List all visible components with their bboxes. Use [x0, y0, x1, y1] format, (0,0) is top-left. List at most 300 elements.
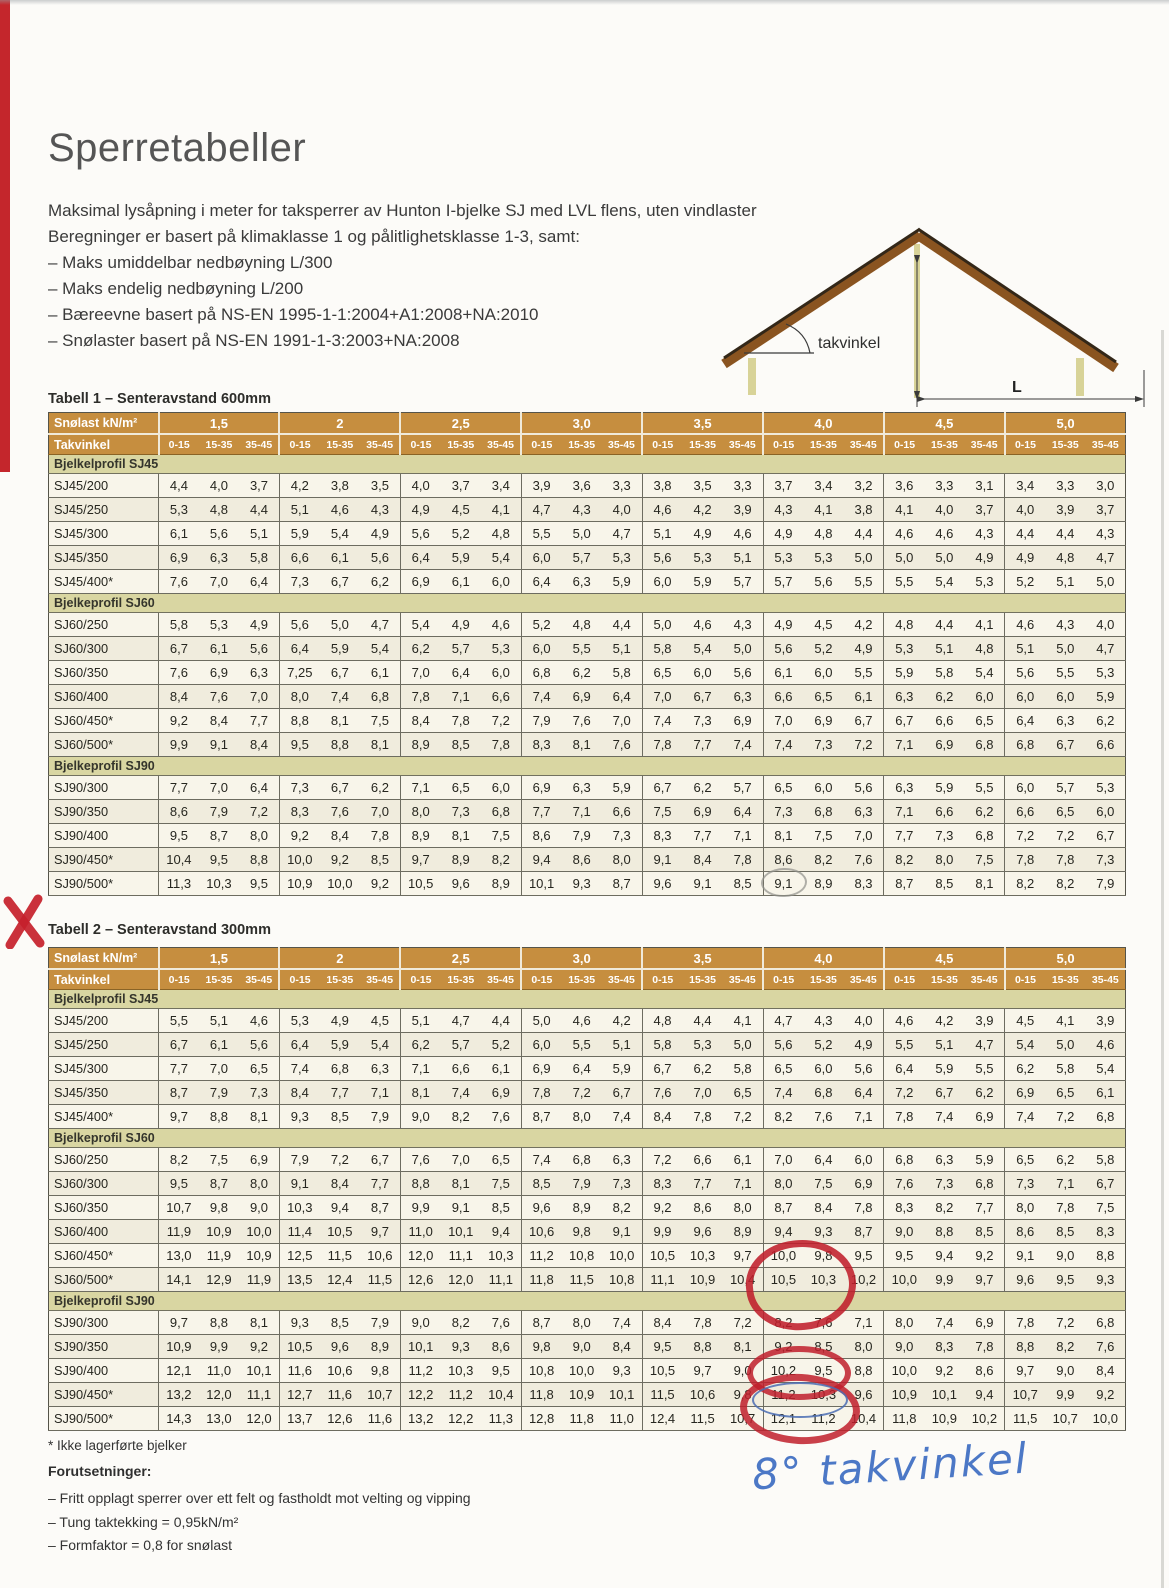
value-cell: 8,4 — [320, 1172, 360, 1196]
beam-name-cell: SJ60/500* — [49, 1268, 159, 1292]
value-cell: 11,5 — [562, 1268, 602, 1292]
value-cell: 8,4 — [159, 685, 199, 709]
table-row — [49, 1383, 1126, 1407]
value-cell: 8,3 — [642, 824, 682, 848]
value-cell: 7,3 — [279, 570, 319, 594]
value-cell: 7,3 — [602, 1172, 642, 1196]
value-cell: 11,8 — [521, 1383, 561, 1407]
value-cell: 8,3 — [642, 1172, 682, 1196]
section-header-cell: Bjelkeprofil SJ90 — [49, 1292, 1126, 1311]
value-cell: 11,2 — [521, 1244, 561, 1268]
value-cell: 8,8 — [682, 1335, 722, 1359]
value-cell: 4,3 — [360, 498, 400, 522]
value-cell: 8,0 — [239, 824, 279, 848]
value-cell: 12,4 — [320, 1268, 360, 1292]
value-cell: 10,5 — [763, 1268, 803, 1292]
value-cell: 7,7 — [320, 1081, 360, 1105]
value-cell: 9,9 — [642, 1220, 682, 1244]
value-cell: 9,8 — [803, 1244, 843, 1268]
snow-load-value-cell: 2 — [279, 413, 400, 435]
value-cell: 4,2 — [924, 1009, 964, 1033]
value-cell: 7,0 — [642, 685, 682, 709]
value-cell: 9,5 — [803, 1359, 843, 1383]
value-cell: 11,5 — [682, 1407, 722, 1431]
beam-name-cell: SJ90/350 — [49, 1335, 159, 1359]
value-cell: 8,7 — [199, 1172, 239, 1196]
value-cell: 7,5 — [965, 848, 1005, 872]
value-cell: 7,1 — [400, 776, 440, 800]
value-cell: 4,4 — [602, 613, 642, 637]
value-cell: 5,9 — [924, 1057, 964, 1081]
angle-range-cell: 15-35 — [441, 969, 481, 990]
value-cell: 10,7 — [360, 1383, 400, 1407]
value-cell: 5,0 — [642, 613, 682, 637]
value-cell: 5,5 — [844, 661, 884, 685]
value-cell: 11,1 — [642, 1268, 682, 1292]
value-cell: 6,4 — [279, 637, 319, 661]
value-cell: 9,1 — [763, 872, 803, 896]
value-cell: 10,7 — [723, 1407, 763, 1431]
value-cell: 4,6 — [884, 522, 924, 546]
value-cell: 7,8 — [360, 824, 400, 848]
value-cell: 4,0 — [602, 498, 642, 522]
value-cell: 6,2 — [562, 661, 602, 685]
value-cell: 6,3 — [884, 685, 924, 709]
table1-container — [48, 412, 1126, 896]
snow-load-value-cell: 1,5 — [159, 948, 280, 970]
value-cell: 11,2 — [441, 1383, 481, 1407]
value-cell: 6,5 — [803, 685, 843, 709]
value-cell: 8,1 — [441, 824, 481, 848]
angle-range-cell: 35-45 — [481, 969, 521, 990]
value-cell: 6,6 — [763, 685, 803, 709]
value-cell: 10,7 — [1045, 1407, 1085, 1431]
value-cell: 4,4 — [682, 1009, 722, 1033]
table-row — [49, 498, 1126, 522]
value-cell: 10,4 — [844, 1407, 884, 1431]
page-title: Sperretabeller — [48, 126, 307, 170]
value-cell: 6,7 — [320, 570, 360, 594]
table-row — [49, 1311, 1126, 1335]
value-cell: 13,2 — [159, 1383, 199, 1407]
angle-range-cell: 0-15 — [763, 969, 803, 990]
sperre-table-1 — [48, 412, 1126, 896]
value-cell: 3,4 — [1005, 474, 1045, 498]
value-cell: 8,9 — [400, 824, 440, 848]
value-cell: 8,4 — [602, 1335, 642, 1359]
section-header-row — [49, 594, 1126, 613]
value-cell: 6,6 — [682, 1148, 722, 1172]
value-cell: 8,7 — [360, 1196, 400, 1220]
value-cell: 5,9 — [682, 570, 722, 594]
value-cell: 4,6 — [1005, 613, 1045, 637]
section-header-cell: Bjelkeprofil SJ90 — [49, 757, 1126, 776]
value-cell: 6,0 — [803, 661, 843, 685]
angle-range-cell: 15-35 — [562, 969, 602, 990]
value-cell: 6,0 — [1085, 800, 1125, 824]
value-cell: 7,5 — [803, 824, 843, 848]
value-cell: 7,0 — [763, 1148, 803, 1172]
value-cell: 4,9 — [965, 546, 1005, 570]
value-cell: 10,9 — [682, 1268, 722, 1292]
value-cell: 9,6 — [682, 1220, 722, 1244]
value-cell: 5,6 — [642, 546, 682, 570]
value-cell: 3,6 — [884, 474, 924, 498]
value-cell: 8,0 — [562, 1105, 602, 1129]
value-cell: 4,0 — [1005, 498, 1045, 522]
value-cell: 8,5 — [441, 733, 481, 757]
value-cell: 8,9 — [400, 733, 440, 757]
value-cell: 5,6 — [360, 546, 400, 570]
value-cell: 7,3 — [803, 733, 843, 757]
value-cell: 4,4 — [844, 522, 884, 546]
value-cell: 7,1 — [884, 733, 924, 757]
value-cell: 6,6 — [279, 546, 319, 570]
value-cell: 11,9 — [199, 1244, 239, 1268]
value-cell: 4,3 — [1045, 613, 1085, 637]
value-cell: 3,3 — [602, 474, 642, 498]
snow-load-value-cell: 3,0 — [521, 413, 642, 435]
value-cell: 6,3 — [239, 661, 279, 685]
value-cell: 5,0 — [1045, 637, 1085, 661]
beam-name-cell: SJ60/400 — [49, 1220, 159, 1244]
table-row — [49, 1196, 1126, 1220]
value-cell: 6,8 — [481, 800, 521, 824]
value-cell: 7,0 — [360, 800, 400, 824]
value-cell: 7,0 — [682, 1081, 722, 1105]
value-cell: 7,7 — [682, 1172, 722, 1196]
value-cell: 7,2 — [844, 733, 884, 757]
value-cell: 6,6 — [924, 800, 964, 824]
value-cell: 5,9 — [320, 1033, 360, 1057]
value-cell: 7,9 — [199, 1081, 239, 1105]
value-cell: 4,4 — [159, 474, 199, 498]
value-cell: 7,2 — [1005, 824, 1045, 848]
value-cell: 5,6 — [844, 776, 884, 800]
value-cell: 8,2 — [1005, 872, 1045, 896]
value-cell: 8,0 — [1005, 1196, 1045, 1220]
value-cell: 9,8 — [199, 1196, 239, 1220]
angle-range-cell: 35-45 — [723, 434, 763, 455]
value-cell: 7,1 — [723, 1172, 763, 1196]
value-cell: 4,4 — [239, 498, 279, 522]
value-cell: 7,1 — [723, 824, 763, 848]
value-cell: 5,7 — [441, 1033, 481, 1057]
value-cell: 5,3 — [803, 546, 843, 570]
value-cell: 6,5 — [1045, 1081, 1085, 1105]
value-cell: 6,2 — [682, 776, 722, 800]
value-cell: 11,0 — [400, 1220, 440, 1244]
value-cell: 5,8 — [642, 637, 682, 661]
value-cell: 6,8 — [320, 1057, 360, 1081]
snow-load-value-cell: 3,5 — [642, 948, 763, 970]
value-cell: 5,2 — [803, 637, 843, 661]
value-cell: 3,7 — [441, 474, 481, 498]
value-cell: 5,4 — [1005, 1033, 1045, 1057]
value-cell: 12,1 — [763, 1407, 803, 1431]
table-row — [49, 1148, 1126, 1172]
value-cell: 6,3 — [1045, 709, 1085, 733]
value-cell: 9,5 — [481, 1359, 521, 1383]
angle-range-cell: 15-35 — [803, 434, 843, 455]
value-cell: 4,7 — [1085, 637, 1125, 661]
value-cell: 5,3 — [602, 546, 642, 570]
table-row — [49, 1268, 1126, 1292]
value-cell: 9,1 — [279, 1172, 319, 1196]
value-cell: 4,6 — [682, 613, 722, 637]
value-cell: 6,3 — [723, 685, 763, 709]
value-cell: 8,9 — [803, 872, 843, 896]
value-cell: 5,5 — [562, 637, 602, 661]
value-cell: 4,0 — [1085, 613, 1125, 637]
value-cell: 8,4 — [320, 824, 360, 848]
value-cell: 7,8 — [441, 709, 481, 733]
value-cell: 4,1 — [481, 498, 521, 522]
value-cell: 3,7 — [965, 498, 1005, 522]
angle-range-cell: 15-35 — [1045, 969, 1085, 990]
value-cell: 4,7 — [521, 498, 561, 522]
value-cell: 8,8 — [199, 1311, 239, 1335]
value-cell: 4,9 — [682, 522, 722, 546]
value-cell: 5,9 — [965, 1148, 1005, 1172]
beam-name-cell: SJ45/300 — [49, 1057, 159, 1081]
value-cell: 3,8 — [320, 474, 360, 498]
value-cell: 4,5 — [441, 498, 481, 522]
value-cell: 4,9 — [844, 1033, 884, 1057]
value-cell: 8,6 — [682, 1196, 722, 1220]
value-cell: 6,0 — [481, 776, 521, 800]
value-cell: 3,2 — [844, 474, 884, 498]
angle-range-cell: 15-35 — [320, 969, 360, 990]
angle-range-cell: 0-15 — [159, 969, 199, 990]
value-cell: 8,0 — [844, 1335, 884, 1359]
value-cell: 6,9 — [159, 546, 199, 570]
value-cell: 3,9 — [965, 1009, 1005, 1033]
value-cell: 5,0 — [844, 546, 884, 570]
value-cell: 6,5 — [642, 661, 682, 685]
value-cell: 8,2 — [441, 1105, 481, 1129]
value-cell: 4,5 — [1005, 1009, 1045, 1033]
snow-load-value-cell: 4,0 — [763, 413, 884, 435]
table-row — [49, 1172, 1126, 1196]
value-cell: 4,8 — [1045, 546, 1085, 570]
value-cell: 9,6 — [1005, 1268, 1045, 1292]
value-cell: 6,8 — [521, 661, 561, 685]
value-cell: 5,0 — [1085, 570, 1125, 594]
table-row — [49, 848, 1126, 872]
value-cell: 8,9 — [723, 1220, 763, 1244]
value-cell: 7,8 — [1005, 848, 1045, 872]
table2-label: Tabell 2 – Senteravstand 300mm — [48, 922, 271, 938]
value-cell: 8,8 — [1085, 1244, 1125, 1268]
value-cell: 7,3 — [239, 1081, 279, 1105]
value-cell: 7,6 — [481, 1311, 521, 1335]
value-cell: 8,0 — [924, 848, 964, 872]
angle-range-cell: 35-45 — [844, 969, 884, 990]
value-cell: 8,7 — [763, 1196, 803, 1220]
value-cell: 8,9 — [360, 1335, 400, 1359]
value-cell: 8,5 — [521, 1172, 561, 1196]
value-cell: 7,1 — [400, 1057, 440, 1081]
footnote: * Ikke lagerførte bjelker — [48, 1438, 187, 1453]
angle-range-cell: 15-35 — [199, 434, 239, 455]
value-cell: 11,2 — [763, 1383, 803, 1407]
value-cell: 10,0 — [1085, 1407, 1125, 1431]
beam-name-cell: SJ45/400* — [49, 1105, 159, 1129]
value-cell: 8,8 — [924, 1220, 964, 1244]
snow-load-value-cell: 1,5 — [159, 413, 280, 435]
angle-label: takvinkel — [818, 335, 881, 352]
value-cell: 5,7 — [763, 570, 803, 594]
value-cell: 4,9 — [320, 1009, 360, 1033]
value-cell: 8,7 — [159, 1081, 199, 1105]
value-cell: 6,2 — [682, 1057, 722, 1081]
value-cell: 5,6 — [239, 1033, 279, 1057]
beam-name-cell: SJ90/500* — [49, 872, 159, 896]
value-cell: 9,7 — [360, 1220, 400, 1244]
value-cell: 10,6 — [682, 1383, 722, 1407]
value-cell: 6,0 — [682, 661, 722, 685]
value-cell: 8,0 — [562, 1311, 602, 1335]
value-cell: 8,5 — [320, 1311, 360, 1335]
table-row — [49, 522, 1126, 546]
value-cell: 7,4 — [521, 1148, 561, 1172]
value-cell: 12,1 — [159, 1359, 199, 1383]
value-cell: 11,5 — [642, 1383, 682, 1407]
value-cell: 5,6 — [763, 1033, 803, 1057]
value-cell: 5,3 — [682, 1033, 722, 1057]
value-cell: 9,7 — [723, 1244, 763, 1268]
value-cell: 8,5 — [1045, 1220, 1085, 1244]
value-cell: 7,5 — [199, 1148, 239, 1172]
value-cell: 6,7 — [1045, 733, 1085, 757]
value-cell: 11,8 — [884, 1407, 924, 1431]
value-cell: 5,3 — [279, 1009, 319, 1033]
value-cell: 6,5 — [441, 776, 481, 800]
value-cell: 7,3 — [924, 824, 964, 848]
value-cell: 12,8 — [521, 1407, 561, 1431]
value-cell: 11,5 — [1005, 1407, 1045, 1431]
value-cell: 8,8 — [199, 1105, 239, 1129]
value-cell: 7,4 — [602, 1105, 642, 1129]
value-cell: 5,3 — [481, 637, 521, 661]
value-cell: 5,3 — [682, 546, 722, 570]
value-cell: 4,7 — [965, 1033, 1005, 1057]
angle-range-cell: 35-45 — [481, 434, 521, 455]
value-cell: 8,8 — [844, 1359, 884, 1383]
value-cell: 10,5 — [642, 1244, 682, 1268]
value-cell: 9,2 — [239, 1335, 279, 1359]
value-cell: 4,0 — [844, 1009, 884, 1033]
value-cell: 4,8 — [965, 637, 1005, 661]
angle-range-cell: 35-45 — [1085, 434, 1125, 455]
value-cell: 9,2 — [965, 1244, 1005, 1268]
value-cell: 8,2 — [763, 1105, 803, 1129]
value-cell: 7,3 — [1005, 1172, 1045, 1196]
value-cell: 6,5 — [763, 1057, 803, 1081]
value-cell: 5,5 — [844, 570, 884, 594]
value-cell: 11,2 — [803, 1407, 843, 1431]
value-cell: 3,6 — [562, 474, 602, 498]
value-cell: 9,2 — [763, 1335, 803, 1359]
value-cell: 7,25 — [279, 661, 319, 685]
value-cell: 5,7 — [1045, 776, 1085, 800]
value-cell: 7,2 — [239, 800, 279, 824]
value-cell: 8,1 — [965, 872, 1005, 896]
snow-load-header-row — [49, 948, 1126, 970]
value-cell: 7,0 — [400, 661, 440, 685]
angle-range-cell: 35-45 — [965, 969, 1005, 990]
value-cell: 6,0 — [521, 546, 561, 570]
value-cell: 7,8 — [400, 685, 440, 709]
value-cell: 9,0 — [562, 1335, 602, 1359]
table-row — [49, 733, 1126, 757]
value-cell: 8,5 — [320, 1105, 360, 1129]
value-cell: 5,3 — [884, 637, 924, 661]
value-cell: 3,3 — [1045, 474, 1085, 498]
value-cell: 5,5 — [521, 522, 561, 546]
value-cell: 9,2 — [320, 848, 360, 872]
value-cell: 8,7 — [199, 824, 239, 848]
value-cell: 8,4 — [199, 709, 239, 733]
value-cell: 4,4 — [481, 1009, 521, 1033]
value-cell: 8,2 — [884, 848, 924, 872]
condition-line: – Fritt opplagt sperrer over ett felt og fastholdt mot velting og vipping — [48, 1490, 471, 1506]
value-cell: 6,0 — [481, 570, 521, 594]
value-cell: 9,8 — [562, 1220, 602, 1244]
value-cell: 7,0 — [763, 709, 803, 733]
value-cell: 8,8 — [400, 1172, 440, 1196]
value-cell: 5,9 — [884, 661, 924, 685]
value-cell: 9,0 — [884, 1335, 924, 1359]
value-cell: 5,9 — [1085, 685, 1125, 709]
value-cell: 12,0 — [239, 1407, 279, 1431]
value-cell: 6,2 — [1005, 1057, 1045, 1081]
snow-load-value-cell: 4,5 — [884, 413, 1005, 435]
angle-range-cell: 35-45 — [602, 434, 642, 455]
value-cell: 8,2 — [803, 848, 843, 872]
value-cell: 5,0 — [884, 546, 924, 570]
beam-name-cell: SJ60/400 — [49, 685, 159, 709]
value-cell: 5,9 — [602, 1057, 642, 1081]
value-cell: 6,9 — [1005, 1081, 1045, 1105]
value-cell: 6,7 — [844, 709, 884, 733]
value-cell: 10,0 — [602, 1244, 642, 1268]
value-cell: 6,6 — [1005, 800, 1045, 824]
value-cell: 4,8 — [481, 522, 521, 546]
angle-range-cell: 35-45 — [239, 434, 279, 455]
angle-range-cell: 35-45 — [723, 969, 763, 990]
table-row — [49, 546, 1126, 570]
snow-load-value-cell: 2,5 — [400, 948, 521, 970]
value-cell: 9,6 — [441, 872, 481, 896]
value-cell: 8,4 — [642, 1311, 682, 1335]
value-cell: 7,7 — [682, 733, 722, 757]
value-cell: 9,4 — [521, 848, 561, 872]
angle-range-cell: 0-15 — [279, 434, 319, 455]
value-cell: 7,8 — [642, 733, 682, 757]
value-cell: 9,1 — [1005, 1244, 1045, 1268]
value-cell: 7,2 — [1045, 1311, 1085, 1335]
value-cell: 6,7 — [682, 685, 722, 709]
value-cell: 6,5 — [723, 1081, 763, 1105]
beam-name-cell: SJ90/450* — [49, 1383, 159, 1407]
value-cell: 10,0 — [239, 1220, 279, 1244]
value-cell: 7,0 — [199, 570, 239, 594]
value-cell: 10,9 — [279, 872, 319, 896]
value-cell: 10,5 — [642, 1359, 682, 1383]
value-cell: 4,7 — [360, 613, 400, 637]
